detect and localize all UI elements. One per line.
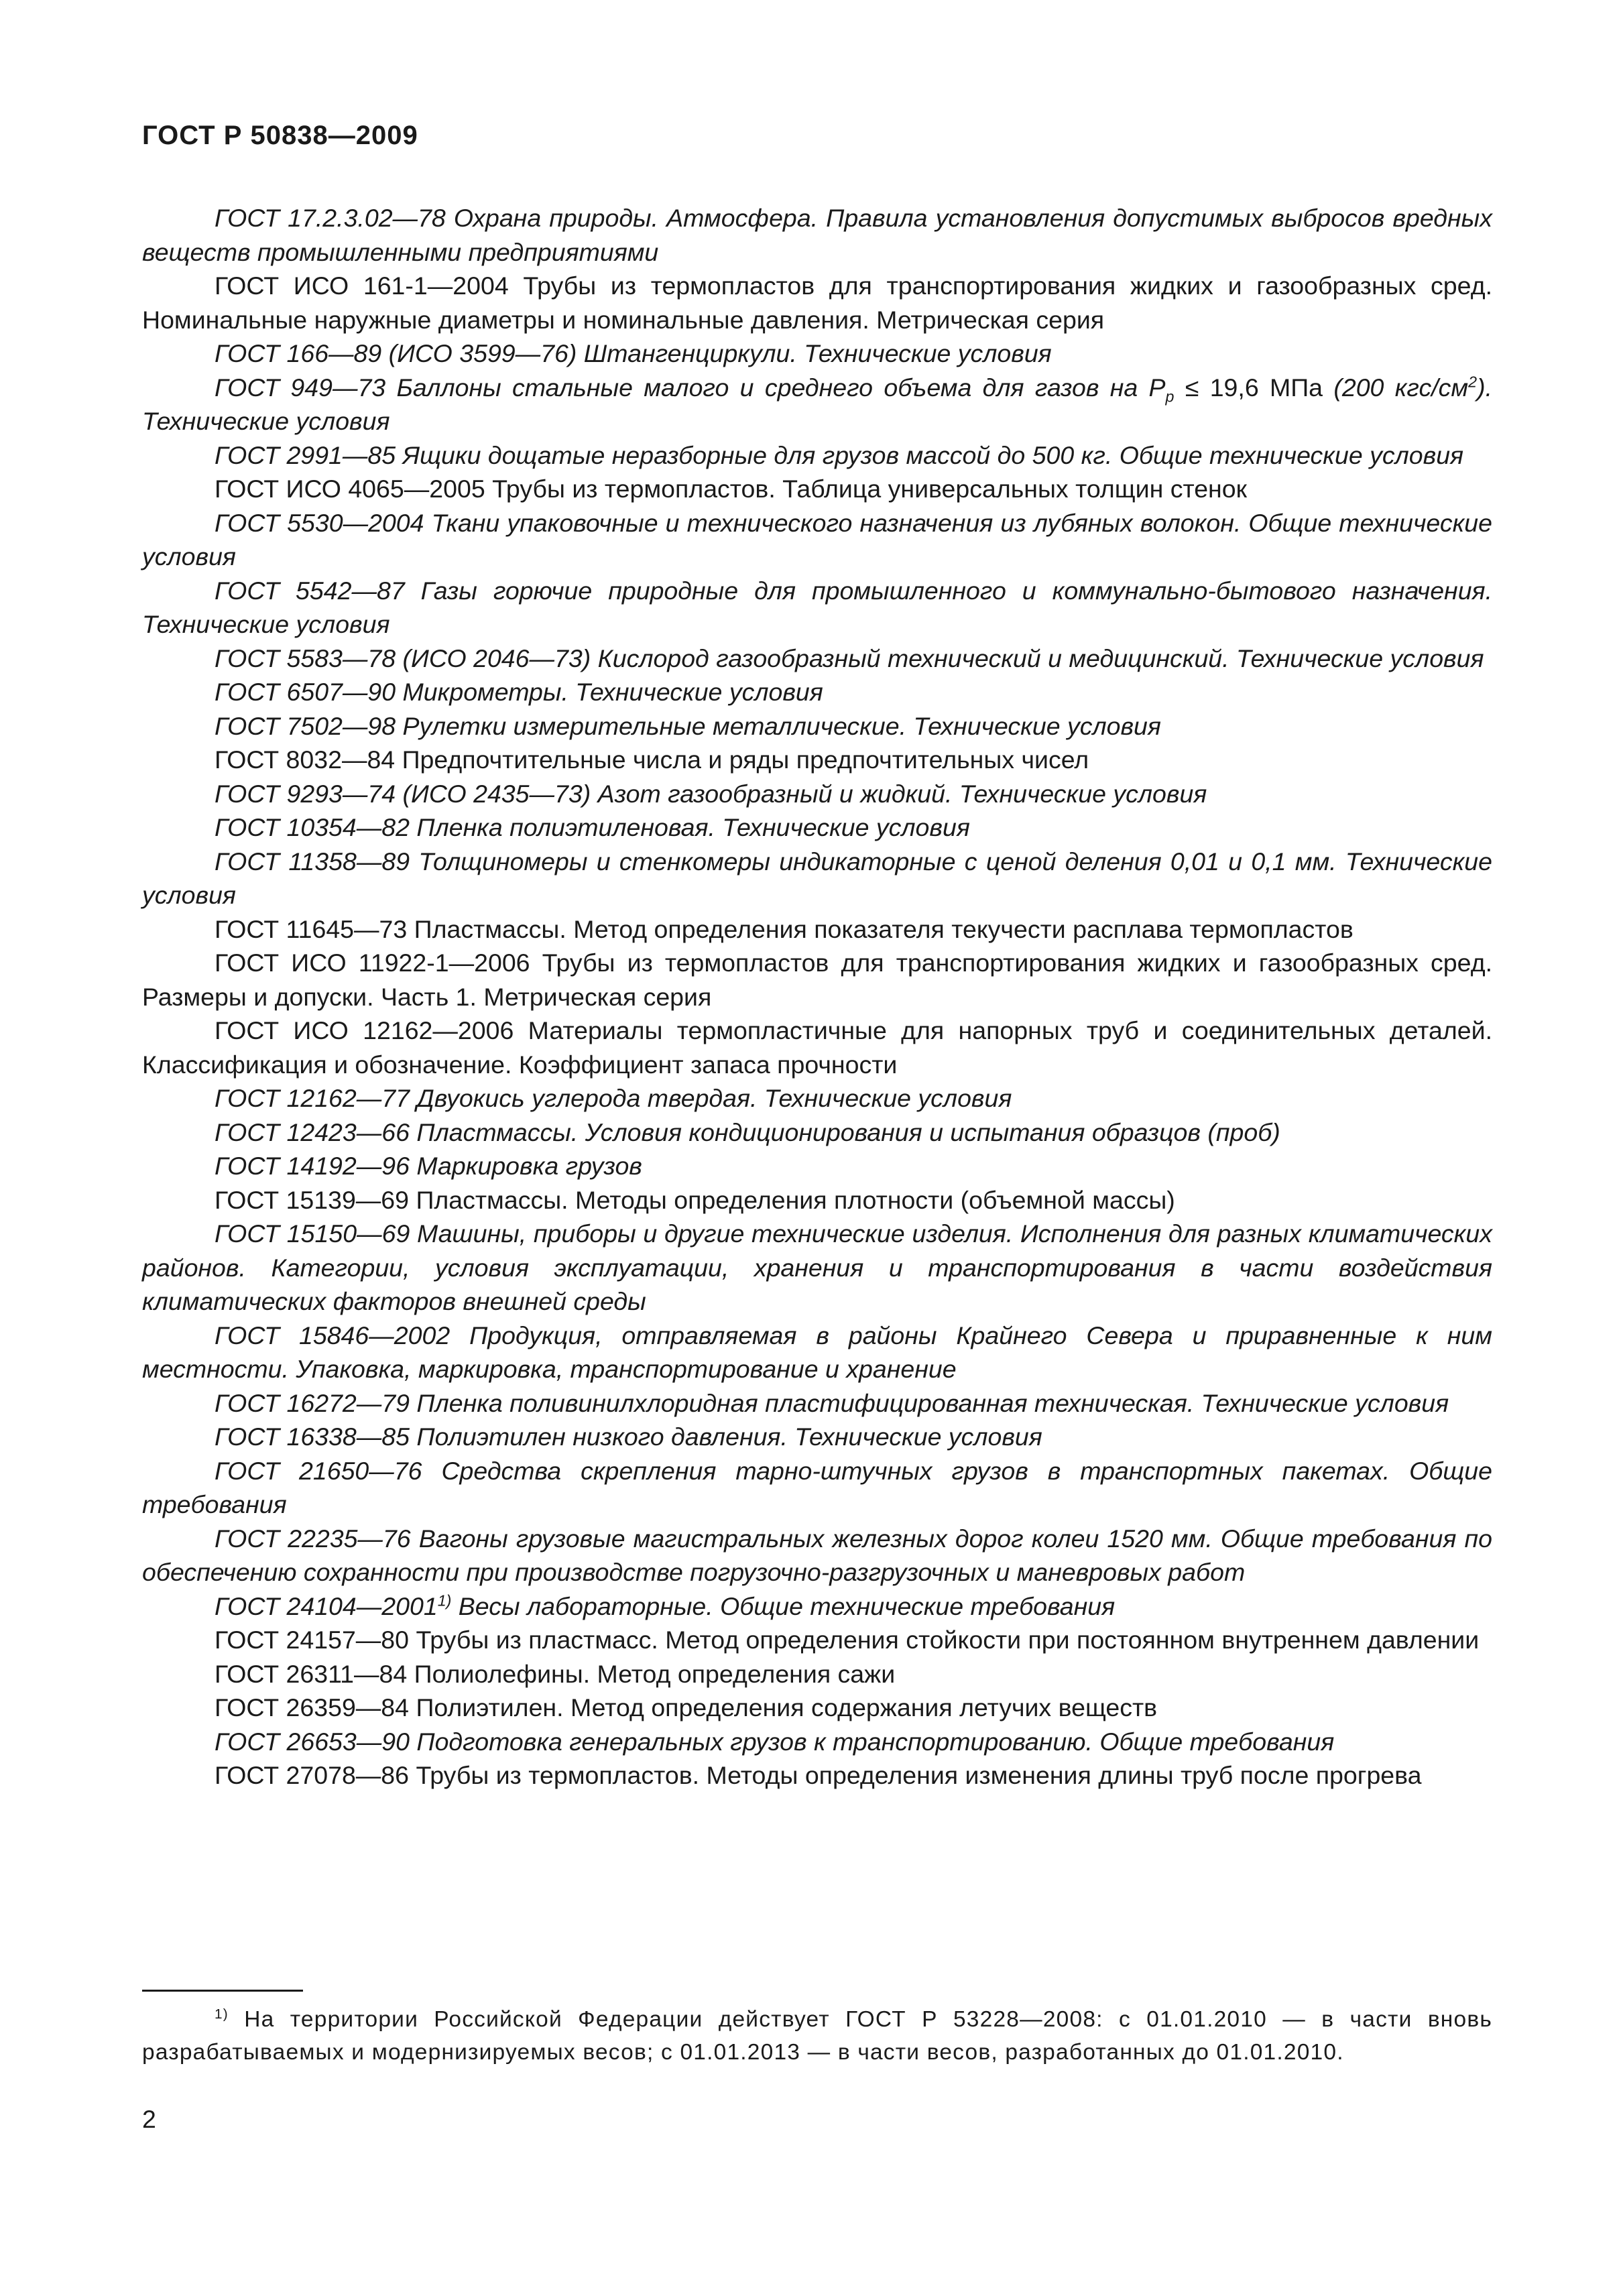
reference-entry: ГОСТ 7502—98 Рулетки измерительные металлические. Технические условия [215,711,1161,740]
reference-entry: ГОСТ 26359—84 Полиэтилен. Метод определения содержания летучих веществ [215,1693,1158,1721]
reference-entry: ГОСТ 2991—85 Ящики дощатые неразборные для грузов массой до 500 кг. Общие технические условия [215,440,1464,469]
entry-text: ГОСТ 949—73 Баллоны стальные малого и среднего объема для газов на [215,373,1149,402]
reference-entry: ГОСТ 10354—82 Пленка полиэтиленовая. Технические условия [215,813,970,841]
reference-entry: ГОСТ 166—89 (ИСО 3599—76) Штангенциркули. Технические условия [215,339,1052,367]
reference-entry: ГОСТ 24157—80 Трубы из пластмасс. Метод определения стойкости при постоянном внутреннем давлении [215,1626,1480,1654]
reference-entry: ГОСТ 16338—85 Полиэтилен низкого давления. Технические условия [215,1423,1042,1451]
footnote-marker: 1) [215,2006,229,2022]
reference-entry: ГОСТ 21650—76 Средства скрепления тарно-штучных грузов в транспортных пакетах. Общие требования [142,1456,1492,1518]
reference-entry [142,1589,1492,1624]
entry-text: (200 кгс/см [1323,373,1469,402]
reference-entry: ГОСТ 5542—87 Газы горючие природные для промышленного и коммунально-бытового назначения. Технические условия [142,576,1492,638]
reference-entry: ГОСТ 12423—66 Пластмассы. Условия кондиционирования и испытания образцов (проб) [215,1117,1280,1146]
reference-entry: ГОСТ 17.2.3.02—78 Охрана природы. Атмосфера. Правила установления допустимых выбросов вредных веществ промышленными предприятиями [142,204,1492,266]
reference-entry: ГОСТ 14192—96 Маркировка грузов [215,1152,642,1180]
reference-entry: ГОСТ 5530—2004 Ткани упаковочные и технического назначения из лубяных волокон. Общие технические условия [142,508,1492,570]
reference-entry: ГОСТ 22235—76 Вагоны грузовые магистральных железных дорог колеи 1520 мм. Общие требования по обеспечению сохранности при производстве погрузочно-разгрузочных и маневровых работ [142,1524,1492,1586]
reference-entry: ГОСТ 9293—74 (ИСО 2435—73) Азот газообразный и жидкий. Технические условия [215,779,1207,808]
footnote-ref: 1) [437,1591,452,1609]
reference-entry: ГОСТ ИСО 12162—2006 Материалы термопластичные для напорных труб и соединительных деталей. Классификация и обозначение. Коэффициент запаса прочности [142,1016,1492,1079]
entry-text: ). Технические условия [142,373,1492,435]
entry-text: Весы лабораторные. Общие технические требования [451,1591,1116,1620]
reference-entry: ГОСТ 12162—77 Двуокись углерода твердая. Технические условия [215,1084,1012,1112]
reference-entry: ГОСТ ИСО 161-1—2004 Трубы из термопластов для транспортирования жидких и газообразных сред. Номинальные наружные диаметры и номинальные давления. Метрическая серия [142,271,1492,334]
reference-entry: ГОСТ 26653—90 Подготовка генеральных грузов к транспортированию. Общие требования [215,1727,1335,1756]
reference-list [142,201,1492,1793]
reference-entry: ГОСТ 15150—69 Машины, приборы и другие технические изделия. Исполнения для разных климатических районов. Категории, условия эксплуатации, хранения и транспортирования в части воздействия климатических факторов внешней среды [142,1219,1492,1315]
reference-entry: ГОСТ 27078—86 Трубы из термопластов. Методы определения изменения длины труб после прогрева [215,1761,1422,1789]
reference-entry: ГОСТ 16272—79 Пленка поливинилхлоридная пластифицированная техническая. Технические условия [215,1388,1449,1417]
reference-entry: ГОСТ 6507—90 Микрометры. Технические условия [215,678,823,706]
footnote [142,2003,1492,2069]
reference-entry: ГОСТ 15846—2002 Продукция, отправляемая в районы Крайнего Севера и приравненные к ним местности. Упаковка, маркировка, транспортирование и хранение [142,1321,1492,1383]
pressure-subscript: p [1165,387,1175,405]
reference-entry: ГОСТ 11358—89 Толщиномеры и стенкомеры индикаторные с ценой деления 0,01 и 0,1 мм. Технические условия [142,847,1492,909]
reference-entry: ГОСТ 26311—84 Полиолефины. Метод определения сажи [215,1659,896,1688]
footnote-divider [142,1990,303,1992]
page-header-title: ГОСТ Р 50838—2009 [142,121,418,150]
reference-entry: ГОСТ 15139—69 Пластмассы. Методы определения плотности (объемной массы) [215,1185,1175,1214]
reference-entry: ГОСТ ИСО 11922-1—2006 Трубы из термопластов для транспортирования жидких и газообразных сред. Размеры и допуски. Часть 1. Метрическая серия [142,949,1492,1011]
reference-entry: ГОСТ 5583—78 (ИСО 2046—73) Кислород газообразный технический и медицинский. Технические условия [215,644,1484,672]
pressure-symbol: P [1148,373,1166,402]
reference-entry [142,371,1492,438]
pressure-value: ≤ 19,6 МПа [1174,373,1323,402]
footnote-text: На территории Российской Федерации действует ГОСТ Р 53228—2008: с 01.01.2010 — в части вновь разрабатываемых и модернизируемых весов; с 01.01.2013 — в части весов, разработанных до 01.01.2010. [142,2007,1492,2065]
unit-superscript: 2 [1468,373,1478,390]
page-number: 2 [142,2105,156,2133]
entry-text: ГОСТ 24104—2001 [215,1591,438,1620]
reference-entry: ГОСТ ИСО 4065—2005 Трубы из термопластов. Таблица универсальных толщин стенок [215,475,1248,503]
reference-entry: ГОСТ 8032—84 Предпочтительные числа и ряды предпочтительных чисел [215,745,1089,774]
reference-entry: ГОСТ 11645—73 Пластмассы. Метод определения показателя текучести расплава термопластов [215,914,1354,943]
